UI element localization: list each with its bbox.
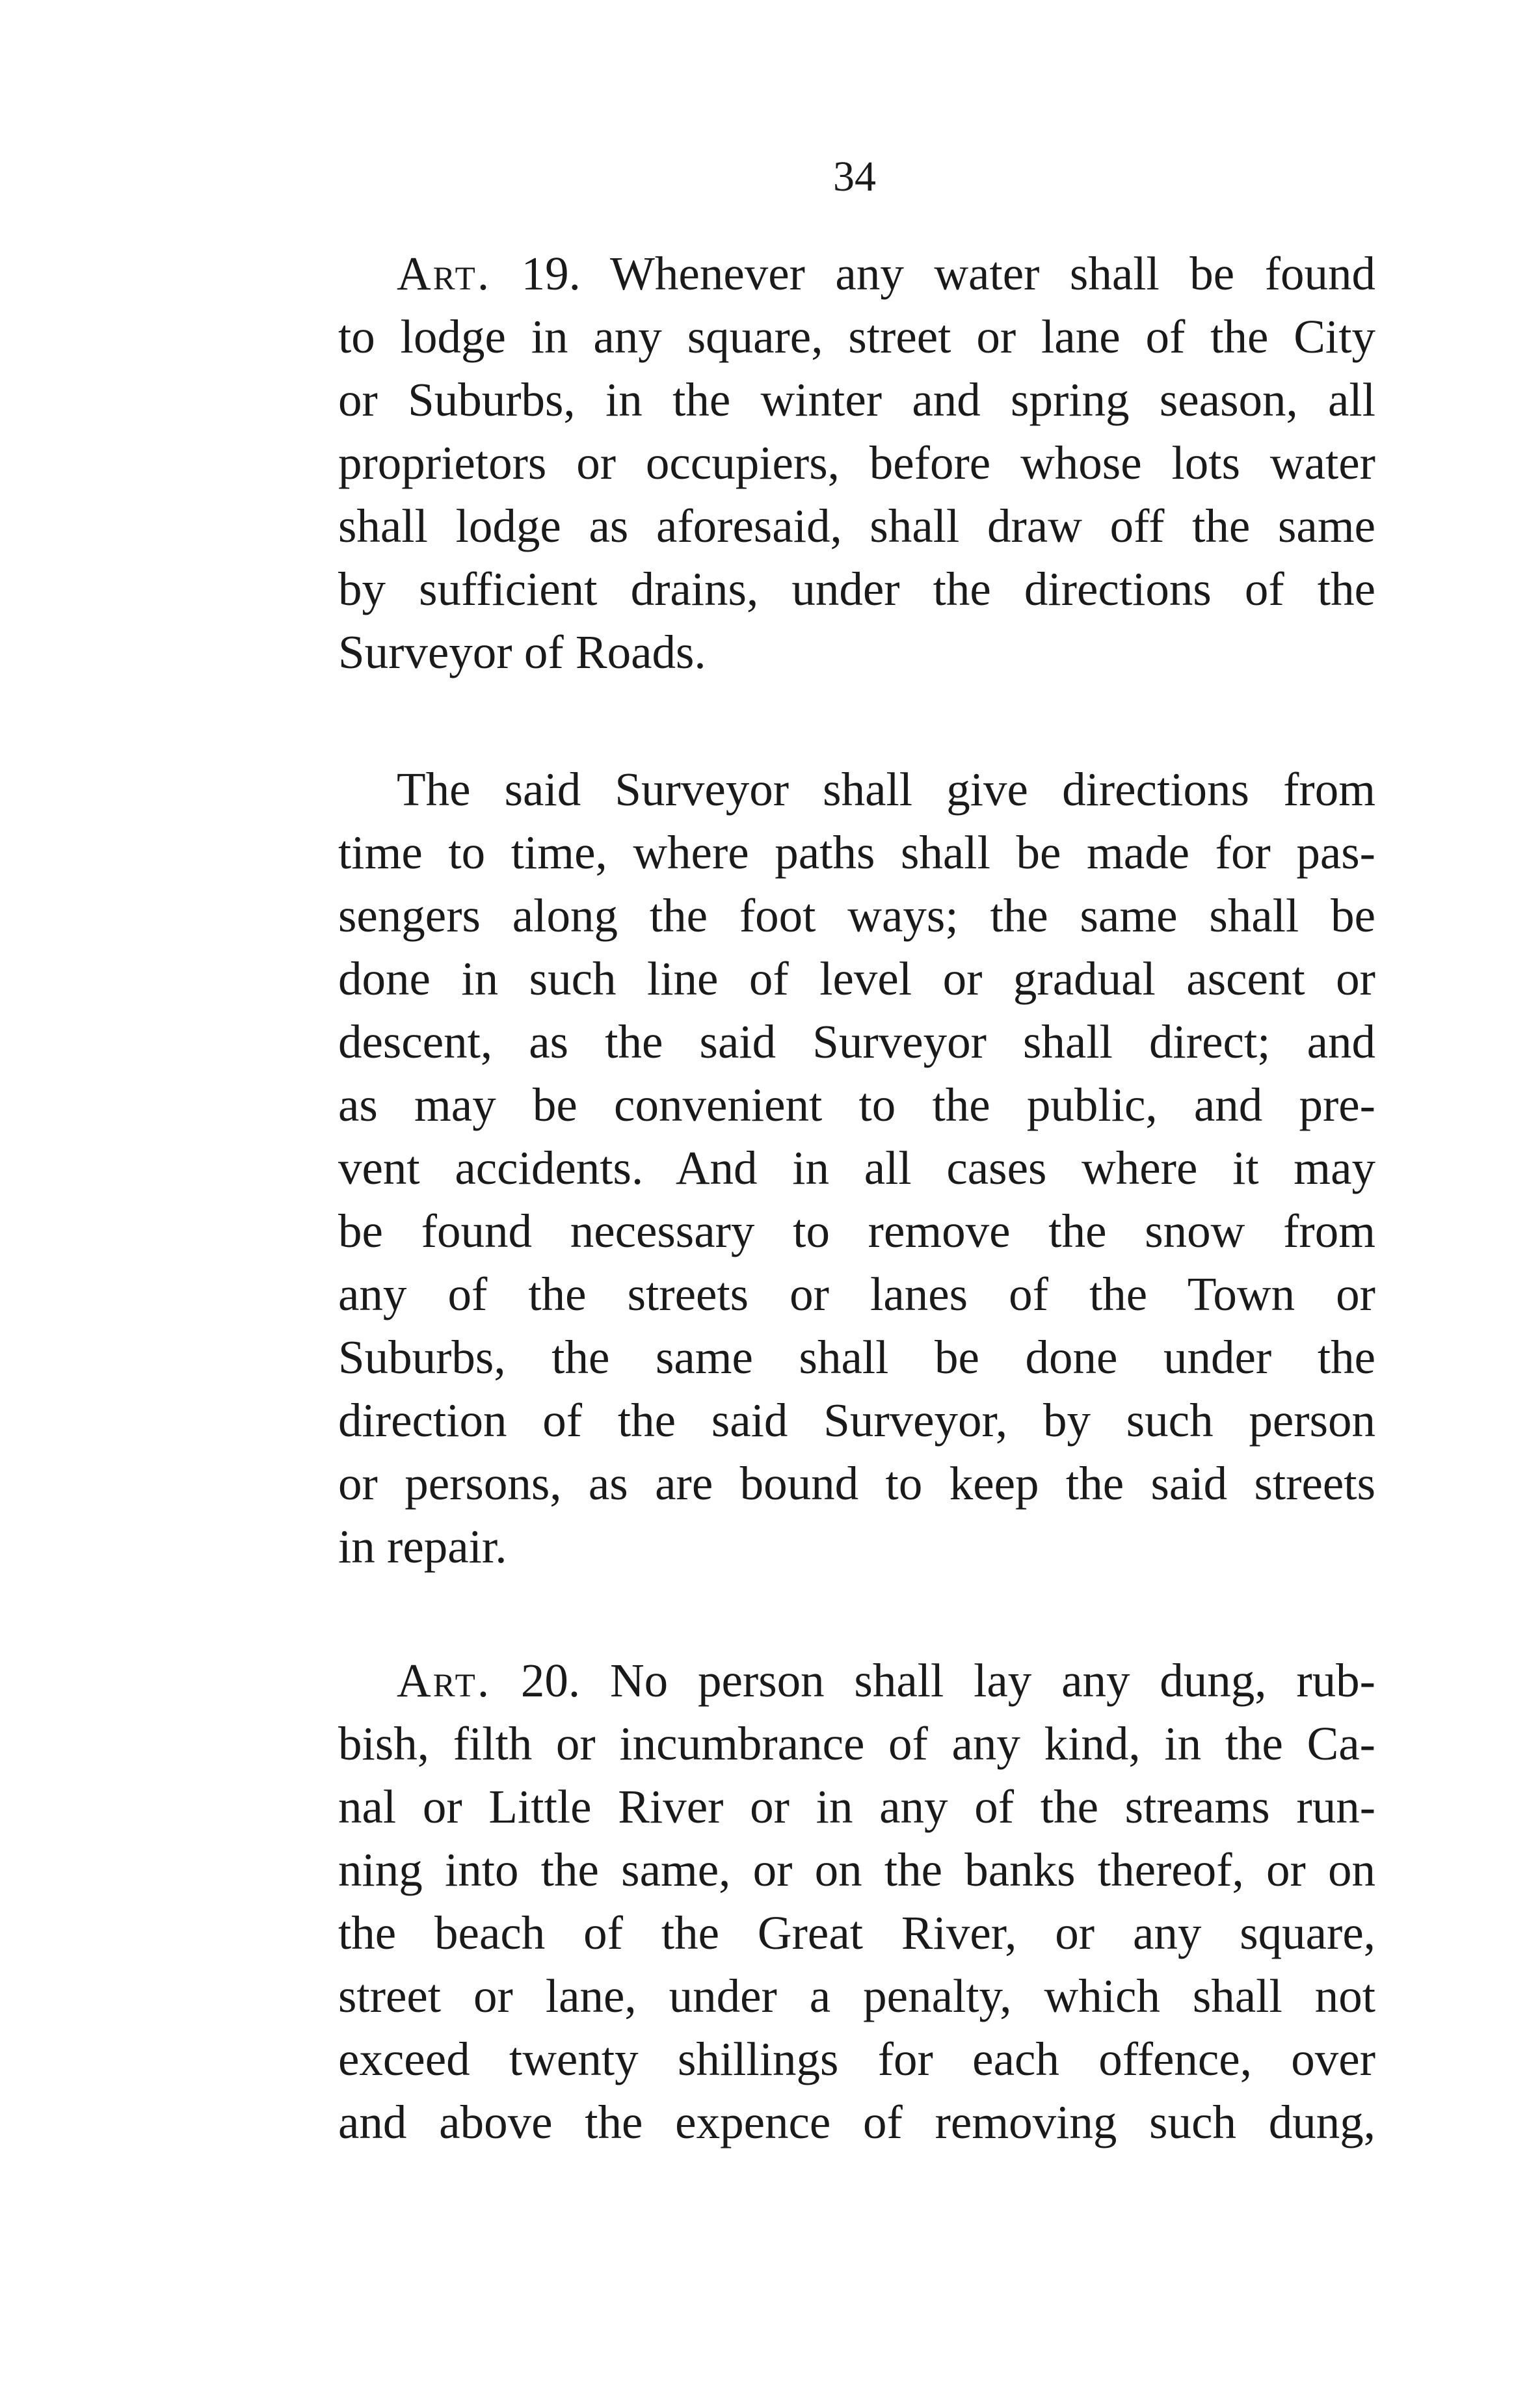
article-20: [338, 1649, 1375, 2154]
text-line: in repair.: [338, 1520, 507, 1573]
text-line: any of the streets or lanes of the Town or: [338, 1268, 1375, 1320]
article-number: 20.: [520, 1654, 581, 1707]
text-line: be found necessary to remove the snow from: [338, 1205, 1375, 1257]
text-line-content: Whenever any water shall be found: [610, 247, 1375, 300]
text-line: Surveyor of Roads.: [338, 626, 706, 678]
text-line: and above the expence of removing such dung,: [338, 2096, 1375, 2148]
article-label: Art.: [397, 1654, 492, 1707]
text-line: bish, filth or incumbrance of any kind, in the Ca-: [338, 1717, 1375, 1770]
text-line: nal or Little River or in any of the streams run-: [338, 1780, 1375, 1833]
text-line: [338, 1649, 1375, 1712]
text-line: sengers along the foot ways; the same shall be: [338, 889, 1375, 942]
text-line: proprietors or occupiers, before whose lots water: [338, 436, 1375, 489]
article-label: Art.: [397, 247, 492, 300]
text-line: the beach of the Great River, or any square,: [338, 1907, 1375, 1959]
text-line: Suburbs, the same shall be done under the: [338, 1331, 1375, 1384]
text-line: street or lane, under a penalty, which shall not: [338, 1970, 1375, 2022]
text-line: done in such line of level or gradual ascent or: [338, 952, 1375, 1005]
text-line: [338, 242, 1375, 305]
text-line: by sufficient drains, under the directions of the: [338, 563, 1375, 615]
text-line: time to time, where paths shall be made for pas-: [338, 826, 1375, 879]
text-line: or persons, as are bound to keep the said streets: [338, 1457, 1375, 1510]
article-number: 19.: [521, 247, 581, 300]
page-number: 34: [833, 153, 876, 200]
text-line: direction of the said Surveyor, by such person: [338, 1394, 1375, 1447]
text-line-content: No person shall lay any dung, rub-: [609, 1654, 1375, 1707]
text-line: ning into the same, or on the banks thereof, or on: [338, 1843, 1375, 1896]
text-line: exceed twenty shillings for each offence, over: [338, 2033, 1375, 2085]
article-19: [338, 242, 1375, 684]
text-line: The said Surveyor shall give directions from: [397, 763, 1375, 816]
text-line: or Suburbs, in the winter and spring season, all: [338, 373, 1375, 426]
text-line: to lodge in any square, street or lane of the City: [338, 310, 1375, 363]
text-line: descent, as the said Surveyor shall direct; and: [338, 1015, 1375, 1068]
text-line: shall lodge as aforesaid, shall draw off the same: [338, 500, 1375, 552]
text-line: vent accidents. And in all cases where it may: [338, 1142, 1375, 1194]
text-line: as may be convenient to the public, and pre-: [338, 1078, 1375, 1131]
paragraph-surveyor: [338, 758, 1375, 1578]
